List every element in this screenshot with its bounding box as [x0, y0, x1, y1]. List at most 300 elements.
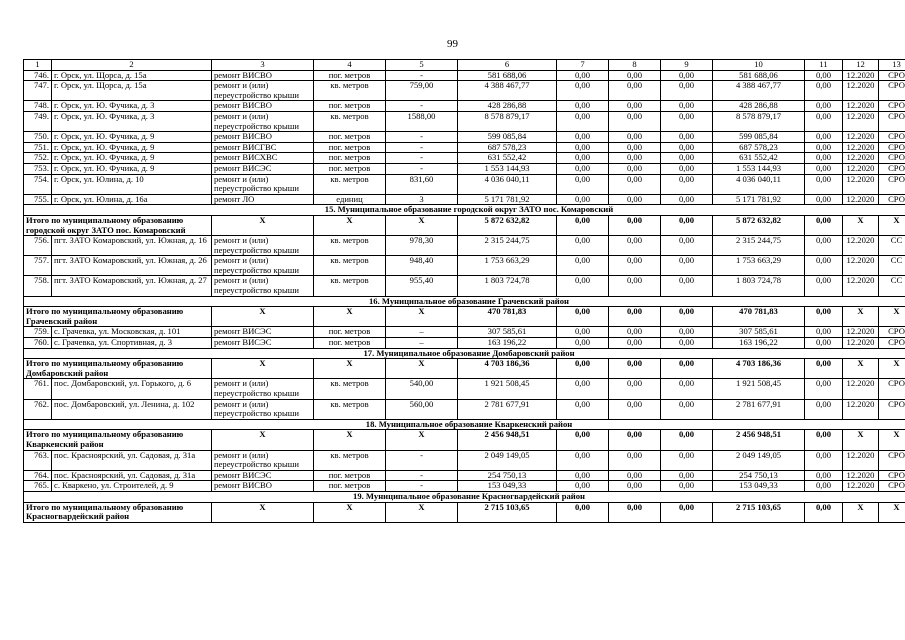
cell-quantity: 540,00	[386, 379, 458, 399]
total-method: X	[879, 430, 905, 450]
cell-fund-cost: 0,00	[557, 338, 609, 349]
table-row	[24, 153, 905, 164]
table-row	[24, 142, 905, 153]
cell-budget-cost: 0,00	[609, 81, 661, 101]
cell-total-cost: 1 553 144,93	[458, 163, 557, 174]
total-row	[24, 502, 905, 522]
total-quantity: X	[386, 502, 458, 522]
cell-unit: пог. метров	[314, 70, 386, 81]
cell-completion-date: 12.2020	[843, 276, 879, 296]
cell-unit: пог. метров	[314, 101, 386, 112]
cell-address: пгт. ЗАТО Комаровский, ул. Южная, д. 16	[52, 236, 212, 256]
cell-owner-cost: 0,00	[661, 338, 713, 349]
cell-total-cost: 8 578 879,17	[458, 111, 557, 131]
cell-regional-operator-cost: 631 552,42	[713, 153, 805, 164]
cell-regional-operator-cost: 428 286,88	[713, 101, 805, 112]
total-budget-cost: 0,00	[609, 307, 661, 327]
cell-unit: кв. метров	[314, 276, 386, 296]
cell-quantity: 1588,00	[386, 111, 458, 131]
cell-method: СРО	[879, 450, 905, 470]
cell-other-cost: 0,00	[805, 174, 843, 194]
total-budget-cost: 0,00	[609, 359, 661, 379]
cell-unit: пог. метров	[314, 142, 386, 153]
cell-regional-operator-cost: 2 315 244,75	[713, 236, 805, 256]
table-row	[24, 256, 905, 276]
cell-total-cost: 163 196,22	[458, 338, 557, 349]
section-title: 19. Муниципальное образование Красногвардейский район	[24, 491, 905, 502]
cell-quantity: -	[386, 163, 458, 174]
cell-unit: кв. метров	[314, 379, 386, 399]
column-number-4: 4	[314, 60, 386, 71]
cell-method: СРО	[879, 163, 905, 174]
cell-budget-cost: 0,00	[609, 327, 661, 338]
cell-row-number: 765.	[24, 481, 52, 492]
cell-row-number: 755.	[24, 194, 52, 205]
cell-total-cost: 4 036 040,11	[458, 174, 557, 194]
cell-work-type: ремонт ВИСХВС	[212, 153, 314, 164]
total-work-type: X	[212, 307, 314, 327]
cell-other-cost: 0,00	[805, 163, 843, 174]
cell-method: СРО	[879, 132, 905, 143]
cell-quantity: 955,40	[386, 276, 458, 296]
cell-address: г. Орск, ул. Ю. Фучика, д. 3	[52, 111, 212, 131]
cell-fund-cost: 0,00	[557, 276, 609, 296]
total-method: X	[879, 215, 905, 235]
total-unit: X	[314, 430, 386, 450]
cell-fund-cost: 0,00	[557, 142, 609, 153]
cell-address: г. Орск, ул. Юлина, д. 10	[52, 174, 212, 194]
cell-row-number: 764.	[24, 470, 52, 481]
total-completion-date: X	[843, 430, 879, 450]
cell-method: СРО	[879, 470, 905, 481]
cell-completion-date: 12.2020	[843, 163, 879, 174]
table-row	[24, 338, 905, 349]
section-title: 18. Муниципальное образование Кваркенский район	[24, 419, 905, 430]
total-row	[24, 215, 905, 235]
cell-total-cost: 254 750,13	[458, 470, 557, 481]
total-quantity: X	[386, 215, 458, 235]
cell-method: СРО	[879, 111, 905, 131]
cell-completion-date: 12.2020	[843, 481, 879, 492]
cell-owner-cost: 0,00	[661, 101, 713, 112]
cell-budget-cost: 0,00	[609, 276, 661, 296]
cell-owner-cost: 0,00	[661, 194, 713, 205]
cell-fund-cost: 0,00	[557, 399, 609, 419]
cell-row-number: 762.	[24, 399, 52, 419]
cell-budget-cost: 0,00	[609, 194, 661, 205]
cell-quantity: 948,40	[386, 256, 458, 276]
cell-method: СС	[879, 256, 905, 276]
column-number-2: 2	[52, 60, 212, 71]
cell-regional-operator-cost: 581 688,06	[713, 70, 805, 81]
total-quantity: X	[386, 359, 458, 379]
cell-method: СРО	[879, 174, 905, 194]
total-row	[24, 359, 905, 379]
cell-unit: пог. метров	[314, 481, 386, 492]
column-number-3: 3	[212, 60, 314, 71]
section-row	[24, 348, 905, 359]
column-number-5: 5	[386, 60, 458, 71]
header-row	[24, 60, 905, 71]
cell-fund-cost: 0,00	[557, 379, 609, 399]
table-row	[24, 327, 905, 338]
cell-unit: кв. метров	[314, 450, 386, 470]
cell-row-number: 752.	[24, 153, 52, 164]
cell-address: г. Орск, ул. Щорса, д. 15а	[52, 70, 212, 81]
cell-work-type: ремонт ВИСГВС	[212, 142, 314, 153]
cell-total-cost: 2 049 149,05	[458, 450, 557, 470]
cell-method: СРО	[879, 142, 905, 153]
cell-total-cost: 1 753 663,29	[458, 256, 557, 276]
table-row	[24, 174, 905, 194]
cell-unit: кв. метров	[314, 256, 386, 276]
cell-other-cost: 0,00	[805, 142, 843, 153]
cell-quantity: -	[386, 142, 458, 153]
cell-regional-operator-cost: 1 921 508,45	[713, 379, 805, 399]
cell-fund-cost: 0,00	[557, 256, 609, 276]
total-unit: X	[314, 359, 386, 379]
column-number-7: 7	[557, 60, 609, 71]
cell-other-cost: 0,00	[805, 379, 843, 399]
cell-method: СРО	[879, 338, 905, 349]
total-regional-operator-cost: 4 703 186,36	[713, 359, 805, 379]
cell-quantity: -	[386, 470, 458, 481]
section-row	[24, 491, 905, 502]
cell-quantity: -	[386, 132, 458, 143]
cell-fund-cost: 0,00	[557, 163, 609, 174]
cell-completion-date: 12.2020	[843, 338, 879, 349]
cell-regional-operator-cost: 599 085,84	[713, 132, 805, 143]
table-row	[24, 194, 905, 205]
cell-other-cost: 0,00	[805, 450, 843, 470]
cell-owner-cost: 0,00	[661, 153, 713, 164]
cell-total-cost: 4 388 467,77	[458, 81, 557, 101]
cell-fund-cost: 0,00	[557, 327, 609, 338]
cell-total-cost: 1 803 724,78	[458, 276, 557, 296]
cell-row-number: 753.	[24, 163, 52, 174]
cell-unit: пог. метров	[314, 153, 386, 164]
cell-work-type: ремонт ВИСЭС	[212, 163, 314, 174]
total-total-cost: 470 781,83	[458, 307, 557, 327]
total-total-cost: 4 703 186,36	[458, 359, 557, 379]
cell-other-cost: 0,00	[805, 470, 843, 481]
total-completion-date: X	[843, 215, 879, 235]
cell-row-number: 746.	[24, 70, 52, 81]
cell-row-number: 756.	[24, 236, 52, 256]
cell-other-cost: 0,00	[805, 81, 843, 101]
cell-quantity: –	[386, 338, 458, 349]
cell-other-cost: 0,00	[805, 256, 843, 276]
total-owner-cost: 0,00	[661, 502, 713, 522]
cell-quantity: 3	[386, 194, 458, 205]
cell-owner-cost: 0,00	[661, 379, 713, 399]
cell-budget-cost: 0,00	[609, 399, 661, 419]
total-method: X	[879, 359, 905, 379]
cell-budget-cost: 0,00	[609, 450, 661, 470]
cell-method: СС	[879, 236, 905, 256]
cell-unit: пог. метров	[314, 327, 386, 338]
total-budget-cost: 0,00	[609, 430, 661, 450]
cell-address: пос. Домбаровский, ул. Ленина, д. 102	[52, 399, 212, 419]
cell-method: СРО	[879, 101, 905, 112]
cell-work-type: ремонт ВИСЭС	[212, 470, 314, 481]
total-label: Итого по муниципальному образованию Кваркенский район	[24, 430, 212, 450]
table-row	[24, 236, 905, 256]
cell-method: СРО	[879, 327, 905, 338]
cell-other-cost: 0,00	[805, 236, 843, 256]
table-row	[24, 276, 905, 296]
total-regional-operator-cost: 470 781,83	[713, 307, 805, 327]
cell-completion-date: 12.2020	[843, 379, 879, 399]
cell-owner-cost: 0,00	[661, 276, 713, 296]
cell-row-number: 758.	[24, 276, 52, 296]
cell-completion-date: 12.2020	[843, 450, 879, 470]
cell-budget-cost: 0,00	[609, 153, 661, 164]
cell-owner-cost: 0,00	[661, 70, 713, 81]
column-number-12: 12	[843, 60, 879, 71]
cell-work-type: ремонт и (или) переустройство крыши	[212, 379, 314, 399]
total-label: Итого по муниципальному образованию Грачевский район	[24, 307, 212, 327]
cell-address: г. Орск, ул. Ю. Фучика, д. 9	[52, 132, 212, 143]
cell-other-cost: 0,00	[805, 194, 843, 205]
cell-address: пос. Красноярский, ул. Садовая, д. 31а	[52, 450, 212, 470]
cell-budget-cost: 0,00	[609, 481, 661, 492]
cell-quantity: 978,30	[386, 236, 458, 256]
cell-address: пгт. ЗАТО Комаровский, ул. Южная, д. 26	[52, 256, 212, 276]
cell-regional-operator-cost: 254 750,13	[713, 470, 805, 481]
cell-work-type: ремонт ВИСЭС	[212, 338, 314, 349]
table-row	[24, 132, 905, 143]
cell-quantity: 560,00	[386, 399, 458, 419]
cell-completion-date: 12.2020	[843, 142, 879, 153]
cell-budget-cost: 0,00	[609, 111, 661, 131]
cell-total-cost: 2 781 677,91	[458, 399, 557, 419]
table-row	[24, 70, 905, 81]
cell-owner-cost: 0,00	[661, 481, 713, 492]
total-regional-operator-cost: 2 715 103,65	[713, 502, 805, 522]
table-row	[24, 379, 905, 399]
cell-completion-date: 12.2020	[843, 399, 879, 419]
total-owner-cost: 0,00	[661, 307, 713, 327]
cell-completion-date: 12.2020	[843, 256, 879, 276]
total-other-cost: 0,00	[805, 359, 843, 379]
cell-fund-cost: 0,00	[557, 481, 609, 492]
cell-total-cost: 599 085,84	[458, 132, 557, 143]
total-unit: X	[314, 502, 386, 522]
cell-regional-operator-cost: 307 585,61	[713, 327, 805, 338]
section-title: 16. Муниципальное образование Грачевский район	[24, 296, 905, 307]
cell-budget-cost: 0,00	[609, 70, 661, 81]
cell-completion-date: 12.2020	[843, 470, 879, 481]
cell-budget-cost: 0,00	[609, 338, 661, 349]
cell-owner-cost: 0,00	[661, 470, 713, 481]
cell-owner-cost: 0,00	[661, 163, 713, 174]
cell-fund-cost: 0,00	[557, 132, 609, 143]
cell-unit: пог. метров	[314, 132, 386, 143]
cell-address: пос. Домбаровский, ул. Горького, д. 6	[52, 379, 212, 399]
cell-row-number: 751.	[24, 142, 52, 153]
cell-quantity: -	[386, 70, 458, 81]
cell-completion-date: 12.2020	[843, 70, 879, 81]
cell-quantity: –	[386, 327, 458, 338]
cell-budget-cost: 0,00	[609, 101, 661, 112]
total-total-cost: 2 456 948,51	[458, 430, 557, 450]
column-number-6: 6	[458, 60, 557, 71]
total-total-cost: 5 872 632,82	[458, 215, 557, 235]
column-number-13: 13	[879, 60, 905, 71]
total-unit: X	[314, 215, 386, 235]
total-completion-date: X	[843, 502, 879, 522]
table-row	[24, 481, 905, 492]
total-work-type: X	[212, 502, 314, 522]
cell-total-cost: 631 552,42	[458, 153, 557, 164]
cell-fund-cost: 0,00	[557, 153, 609, 164]
cell-regional-operator-cost: 2 781 677,91	[713, 399, 805, 419]
total-method: X	[879, 502, 905, 522]
column-number-11: 11	[805, 60, 843, 71]
cell-work-type: ремонт и (или) переустройство крыши	[212, 174, 314, 194]
cell-address: пгт. ЗАТО Комаровский, ул. Южная, д. 27	[52, 276, 212, 296]
cell-work-type: ремонт ВИСВО	[212, 132, 314, 143]
section-title: 17. Муниципальное образование Домбаровский район	[24, 348, 905, 359]
cell-method: СРО	[879, 70, 905, 81]
cell-unit: кв. метров	[314, 81, 386, 101]
cell-other-cost: 0,00	[805, 327, 843, 338]
total-quantity: X	[386, 430, 458, 450]
cell-other-cost: 0,00	[805, 338, 843, 349]
cell-fund-cost: 0,00	[557, 174, 609, 194]
cell-budget-cost: 0,00	[609, 142, 661, 153]
cell-quantity: -	[386, 450, 458, 470]
cell-other-cost: 0,00	[805, 132, 843, 143]
section-row	[24, 296, 905, 307]
total-fund-cost: 0,00	[557, 430, 609, 450]
cell-budget-cost: 0,00	[609, 236, 661, 256]
cell-other-cost: 0,00	[805, 481, 843, 492]
cell-address: г. Орск, ул. Щорса, д. 15а	[52, 81, 212, 101]
cell-other-cost: 0,00	[805, 276, 843, 296]
cell-owner-cost: 0,00	[661, 111, 713, 131]
cell-quantity: -	[386, 153, 458, 164]
total-regional-operator-cost: 5 872 632,82	[713, 215, 805, 235]
cell-row-number: 749.	[24, 111, 52, 131]
table-row	[24, 81, 905, 101]
cell-other-cost: 0,00	[805, 399, 843, 419]
cell-work-type: ремонт и (или) переустройство крыши	[212, 276, 314, 296]
total-row	[24, 307, 905, 327]
cell-address: г. Орск, ул. Ю. Фучика, д. 9	[52, 153, 212, 164]
total-work-type: X	[212, 359, 314, 379]
cell-work-type: ремонт ВИСВО	[212, 70, 314, 81]
cell-work-type: ремонт и (или) переустройство крыши	[212, 111, 314, 131]
cell-total-cost: 2 315 244,75	[458, 236, 557, 256]
cell-other-cost: 0,00	[805, 70, 843, 81]
total-other-cost: 0,00	[805, 307, 843, 327]
total-owner-cost: 0,00	[661, 215, 713, 235]
total-row	[24, 430, 905, 450]
cell-regional-operator-cost: 1 553 144,93	[713, 163, 805, 174]
table-row	[24, 470, 905, 481]
cell-quantity: -	[386, 101, 458, 112]
cell-unit: кв. метров	[314, 111, 386, 131]
cell-completion-date: 12.2020	[843, 327, 879, 338]
total-other-cost: 0,00	[805, 430, 843, 450]
cell-fund-cost: 0,00	[557, 450, 609, 470]
cell-row-number: 763.	[24, 450, 52, 470]
column-number-8: 8	[609, 60, 661, 71]
total-budget-cost: 0,00	[609, 215, 661, 235]
cell-method: СРО	[879, 81, 905, 101]
cell-completion-date: 12.2020	[843, 194, 879, 205]
cell-budget-cost: 0,00	[609, 379, 661, 399]
cell-fund-cost: 0,00	[557, 70, 609, 81]
cell-regional-operator-cost: 5 171 781,92	[713, 194, 805, 205]
cell-regional-operator-cost: 163 196,22	[713, 338, 805, 349]
cell-method: СРО	[879, 194, 905, 205]
cell-work-type: ремонт и (или) переустройство крыши	[212, 236, 314, 256]
cell-owner-cost: 0,00	[661, 174, 713, 194]
cell-owner-cost: 0,00	[661, 450, 713, 470]
cell-work-type: ремонт ВИСЭС	[212, 327, 314, 338]
cell-row-number: 747.	[24, 81, 52, 101]
cell-unit: пог. метров	[314, 470, 386, 481]
page-number: 99	[447, 38, 458, 50]
total-method: X	[879, 307, 905, 327]
cell-method: СРО	[879, 153, 905, 164]
total-other-cost: 0,00	[805, 502, 843, 522]
cell-owner-cost: 0,00	[661, 81, 713, 101]
cell-other-cost: 0,00	[805, 111, 843, 131]
cell-regional-operator-cost: 4 036 040,11	[713, 174, 805, 194]
table-row	[24, 101, 905, 112]
cell-unit: пог. метров	[314, 338, 386, 349]
cell-method: СРО	[879, 399, 905, 419]
cell-unit: единиц	[314, 194, 386, 205]
cell-total-cost: 581 688,06	[458, 70, 557, 81]
total-work-type: X	[212, 430, 314, 450]
column-number-9: 9	[661, 60, 713, 71]
cell-other-cost: 0,00	[805, 101, 843, 112]
total-regional-operator-cost: 2 456 948,51	[713, 430, 805, 450]
cell-completion-date: 12.2020	[843, 111, 879, 131]
cell-regional-operator-cost: 1 753 663,29	[713, 256, 805, 276]
total-budget-cost: 0,00	[609, 502, 661, 522]
cell-unit: пог. метров	[314, 163, 386, 174]
cell-address: г. Орск, ул. Ю. Фучика, д. 3	[52, 101, 212, 112]
total-other-cost: 0,00	[805, 215, 843, 235]
cell-completion-date: 12.2020	[843, 174, 879, 194]
cell-method: СС	[879, 276, 905, 296]
cell-unit: кв. метров	[314, 399, 386, 419]
repair-program-table	[23, 59, 905, 523]
cell-fund-cost: 0,00	[557, 236, 609, 256]
cell-work-type: ремонт и (или) переустройство крыши	[212, 256, 314, 276]
column-number-1: 1	[24, 60, 52, 71]
cell-fund-cost: 0,00	[557, 194, 609, 205]
cell-unit: кв. метров	[314, 174, 386, 194]
cell-owner-cost: 0,00	[661, 327, 713, 338]
cell-owner-cost: 0,00	[661, 142, 713, 153]
total-work-type: X	[212, 215, 314, 235]
cell-completion-date: 12.2020	[843, 101, 879, 112]
cell-owner-cost: 0,00	[661, 256, 713, 276]
cell-total-cost: 687 578,23	[458, 142, 557, 153]
cell-total-cost: 307 585,61	[458, 327, 557, 338]
cell-fund-cost: 0,00	[557, 81, 609, 101]
cell-completion-date: 12.2020	[843, 153, 879, 164]
cell-row-number: 759.	[24, 327, 52, 338]
cell-row-number: 760.	[24, 338, 52, 349]
